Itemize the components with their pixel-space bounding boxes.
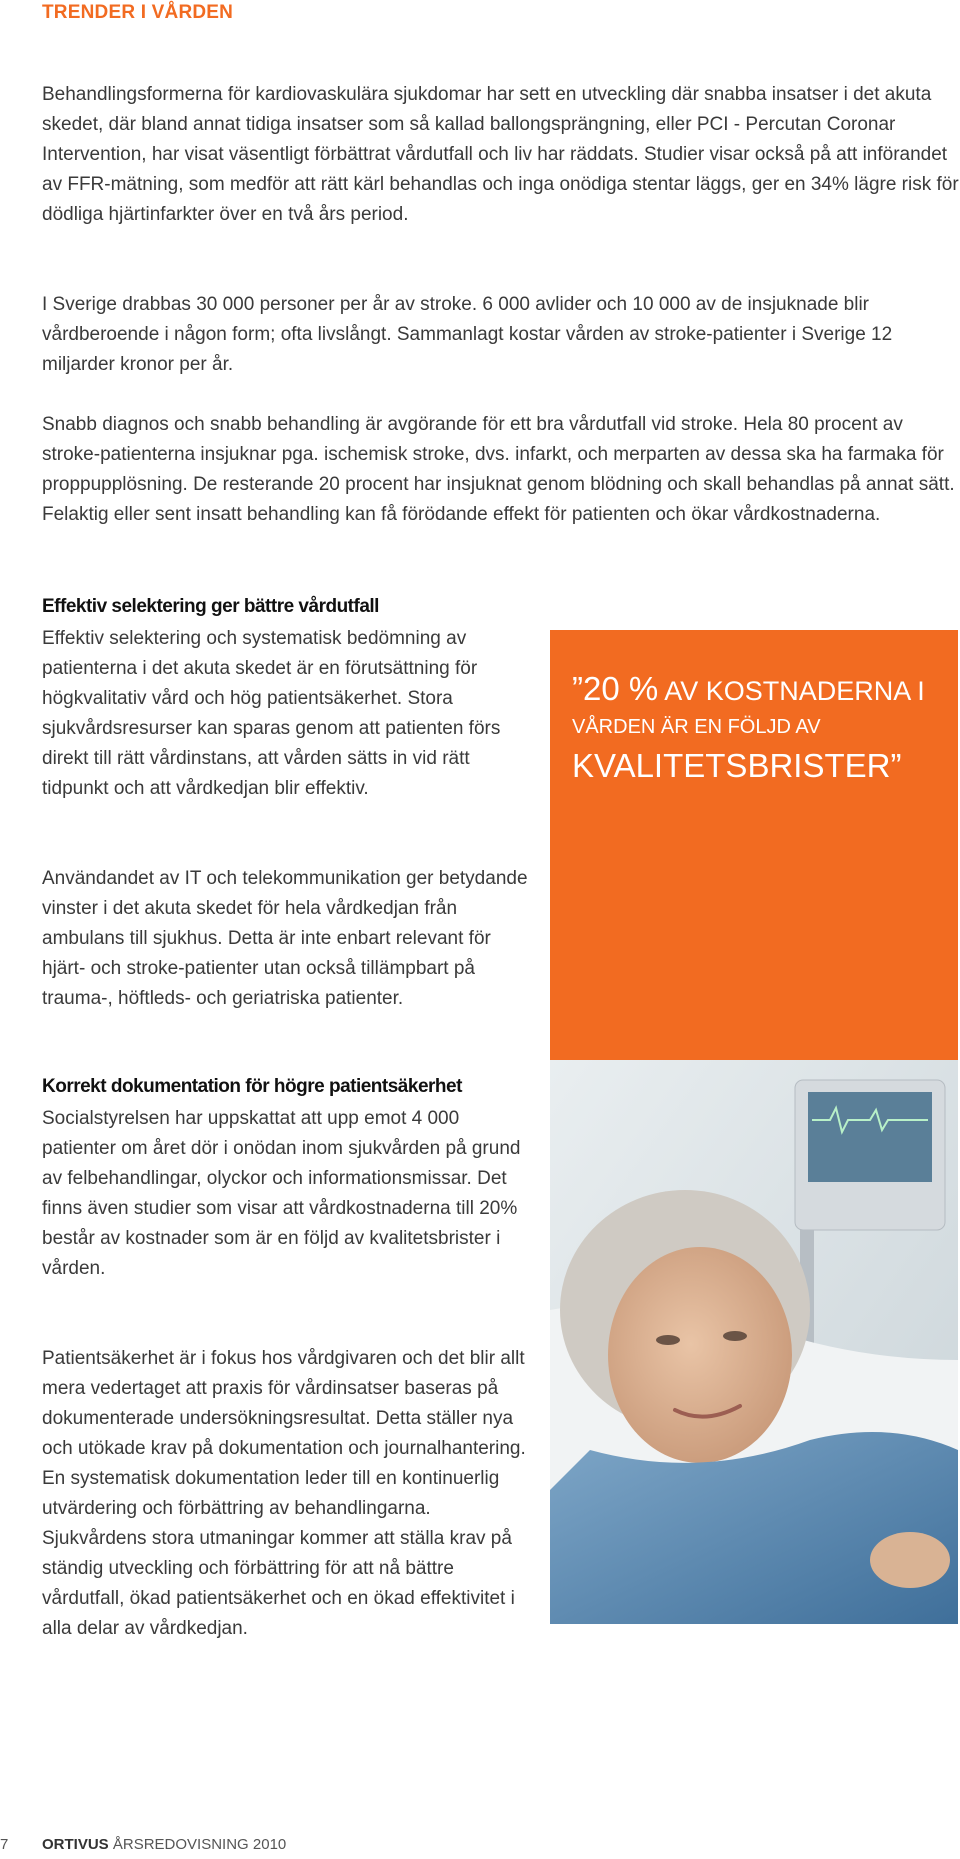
pull-quote-line-2: VÅRDEN ÄR EN FÖLJD AV (572, 716, 821, 738)
section-heading-dokumentation: Korrekt dokumentation för högre patientsäkerhet (42, 1076, 462, 1097)
footer-brand (42, 1836, 286, 1853)
selektering-paragraph-1: Effektiv selektering och systematisk bedömning av patienterna i det akuta skedet är en förutsättning för högkvalitativ vård och hög patientsäkerhet. Stora sjukvårdsresurser kan sparas genom att patienten förs direkt till rätt vårdinstans, att vården sätts in vid rätt tidpunkt och att vårdkedjan blir effektiv. (42, 628, 501, 799)
elderly-patient-photo (550, 1060, 958, 1624)
intro-paragraph-3: Snabb diagnos och snabb behandling är avgörande för ett bra vårdutfall vid stroke. Hela 80 procent av stroke-patienterna insjuknar pga. ischemisk stroke, dvs. infarkt, och merparten av dessa ska ha farmaka för proppupplösning. De resterande 20 procent har insjuknat genom blödning och skall behandlas på annat sätt. Felaktig eller sent insatt behandling kan få förödande effekt för patienten och ökar vårdkostnaderna. (42, 414, 955, 525)
footer-report-title: ÅRSREDOVISNING 2010 (108, 1836, 287, 1853)
intro-paragraph-1: Behandlingsformerna för kardiovaskulära sjukdomar har sett en utveckling där snabba insatser i det akuta skedet, där bland annat tidiga insatser som så kallad ballongsprängning, eller PCI - Percutan Coronar Intervention, har visat väsentligt förbättrat vårdutfall och liv har räddats. Studier visar också på att införandet av FFR-mätning, som medför att rätt kärl behandlas och inga onödiga stentar läggs, ger en 34% lägre risk för dödliga hjärtinfarkter över en två års period. (42, 84, 959, 225)
pull-quote-line-1 (572, 672, 936, 708)
pull-quote-line-1-rest: AV KOSTNADERNA I (658, 676, 925, 706)
section-label: TRENDER I VÅRDEN (42, 2, 234, 23)
page-number: 7 (0, 1836, 9, 1853)
pull-quote-line-3: KVALITETSBRISTER” (572, 747, 902, 784)
selektering-paragraph-2: Användandet av IT och telekommunikation ger betydande vinster i det akuta skedet för hela vårdkedjan från ambulans till sjukhus. Detta är inte enbart relevant för hjärt- och stroke-patienter utan också tillämpbart på trauma-, höftleds- och geriatriska patienter. (42, 868, 528, 1009)
intro-paragraph-2: I Sverige drabbas 30 000 personer per år av stroke. 6 000 avlider och 10 000 av de insjuknade blir vårdberoende i någon form; ofta livslångt. Sammanlagt kostar vården av stroke-patienter i Sverige 12 miljarder kronor per år. (42, 294, 893, 375)
pull-quote-percent: ”20 % (572, 670, 659, 707)
dokumentation-paragraph-2: Patientsäkerhet är i fokus hos vårdgivaren och det blir allt mera vedertaget att praxis för vårdinsatser baseras på dokumenterade undersökningsresultat. Detta ställer nya och utökade krav på dokumentation och journalhantering. En systematisk dokumentation leder till en kontinuerlig utvärdering och förbättring av behandlingarna. Sjukvårdens stora utmaningar kommer att ställa krav på ständig utveckling och förbättring för att nå bättre vårdutfall, ökad patientsäkerhet och en ökad effektivitet i alla delar av vårdkedjan. (42, 1348, 526, 1639)
footer-company: ORTIVUS (42, 1836, 109, 1853)
section-heading-selektering: Effektiv selektering ger bättre vårdutfall (42, 596, 379, 617)
pull-quote-box (550, 630, 958, 1098)
dokumentation-paragraph-1: Socialstyrelsen har uppskattat att upp emot 4 000 patienter om året dör i onödan inom sjukvården på grund av felbehandlingar, olyckor och informationsmissar. Det finns även studier som visar att vårdkostnaderna till 20% består av kostnader som är en följd av kvalitetsbrister i vården. (42, 1108, 521, 1279)
